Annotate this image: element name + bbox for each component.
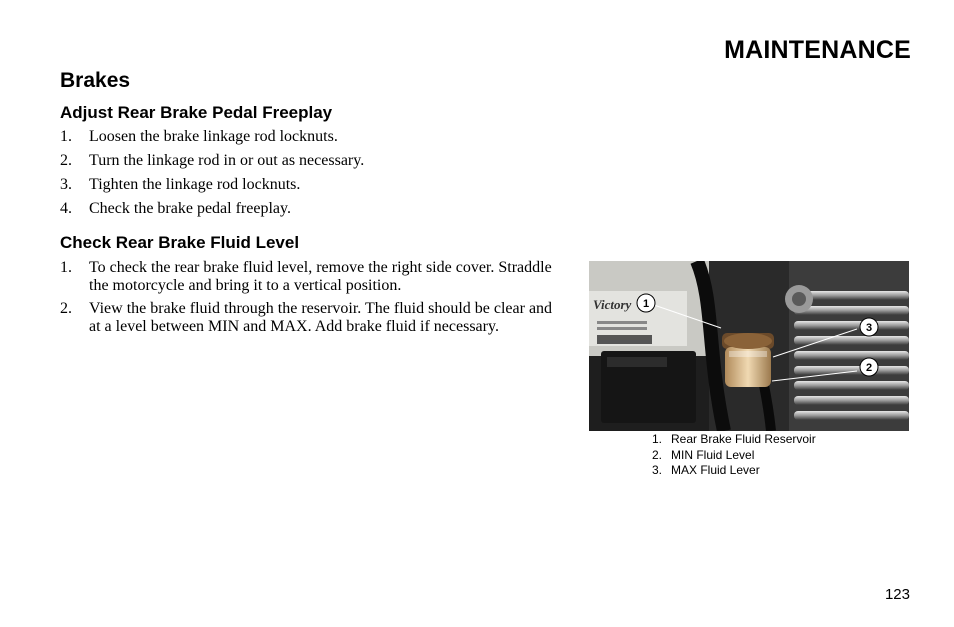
section-title: Brakes	[60, 69, 131, 92]
step-text: To check the rear brake fluid level, remove the right side cover. Straddle the motorcycle and bring it to a vertical position.	[89, 259, 552, 294]
figure-captions	[652, 432, 816, 479]
fluid-level-heading: Check Rear Brake Fluid Level	[60, 233, 300, 252]
chapter-title: MAINTENANCE	[724, 36, 911, 64]
step-text: Turn the linkage rod in or out as necessary.	[89, 152, 365, 169]
step-text: Check the brake pedal freeplay.	[89, 200, 291, 217]
fluid-level-steps	[60, 259, 560, 342]
pedal-freeplay-heading: Adjust Rear Brake Pedal Freeplay	[60, 103, 333, 122]
caption-item	[652, 432, 816, 448]
svg-text:2: 2	[865, 362, 873, 374]
step-number: 3.	[60, 176, 72, 193]
caption-item	[652, 448, 816, 464]
step-number: 2.	[60, 152, 72, 169]
reservoir-shape	[722, 333, 774, 387]
step-number: 1.	[60, 128, 72, 145]
caption-item	[652, 463, 816, 479]
callout-3	[860, 318, 878, 336]
caption-number: 1.	[652, 432, 663, 446]
caption-text: Rear Brake Fluid Reservoir	[671, 432, 816, 446]
step-item	[60, 152, 560, 170]
step-text: Tighten the linkage rod locknuts.	[89, 176, 301, 193]
step-text: Loosen the brake linkage rod locknuts.	[89, 128, 338, 145]
logo-text: Victory	[593, 297, 632, 312]
brake-reservoir-photo	[589, 261, 909, 431]
step-item	[60, 300, 560, 336]
callout-1	[637, 294, 655, 312]
caption-number: 2.	[652, 447, 663, 462]
caption-text: MAX Fluid Lever	[671, 463, 760, 477]
svg-text:1: 1	[642, 298, 650, 310]
svg-text:3: 3	[865, 322, 873, 334]
page-number: 123	[884, 586, 910, 603]
step-text: View the brake fluid through the reservoir. The fluid should be clear and at a level between MIN and MAX. Add brake fluid if necessary.	[89, 300, 553, 335]
step-item	[60, 176, 560, 194]
caption-text: MIN Fluid Level	[671, 447, 755, 462]
step-item	[60, 128, 560, 146]
step-number: 2.	[60, 300, 72, 317]
step-number: 1.	[60, 259, 72, 276]
callout-2	[860, 358, 878, 376]
step-item	[60, 259, 560, 295]
step-item	[60, 200, 560, 218]
step-number: 4.	[60, 200, 72, 217]
pedal-freeplay-steps	[60, 128, 560, 224]
caption-number: 3.	[652, 463, 663, 477]
